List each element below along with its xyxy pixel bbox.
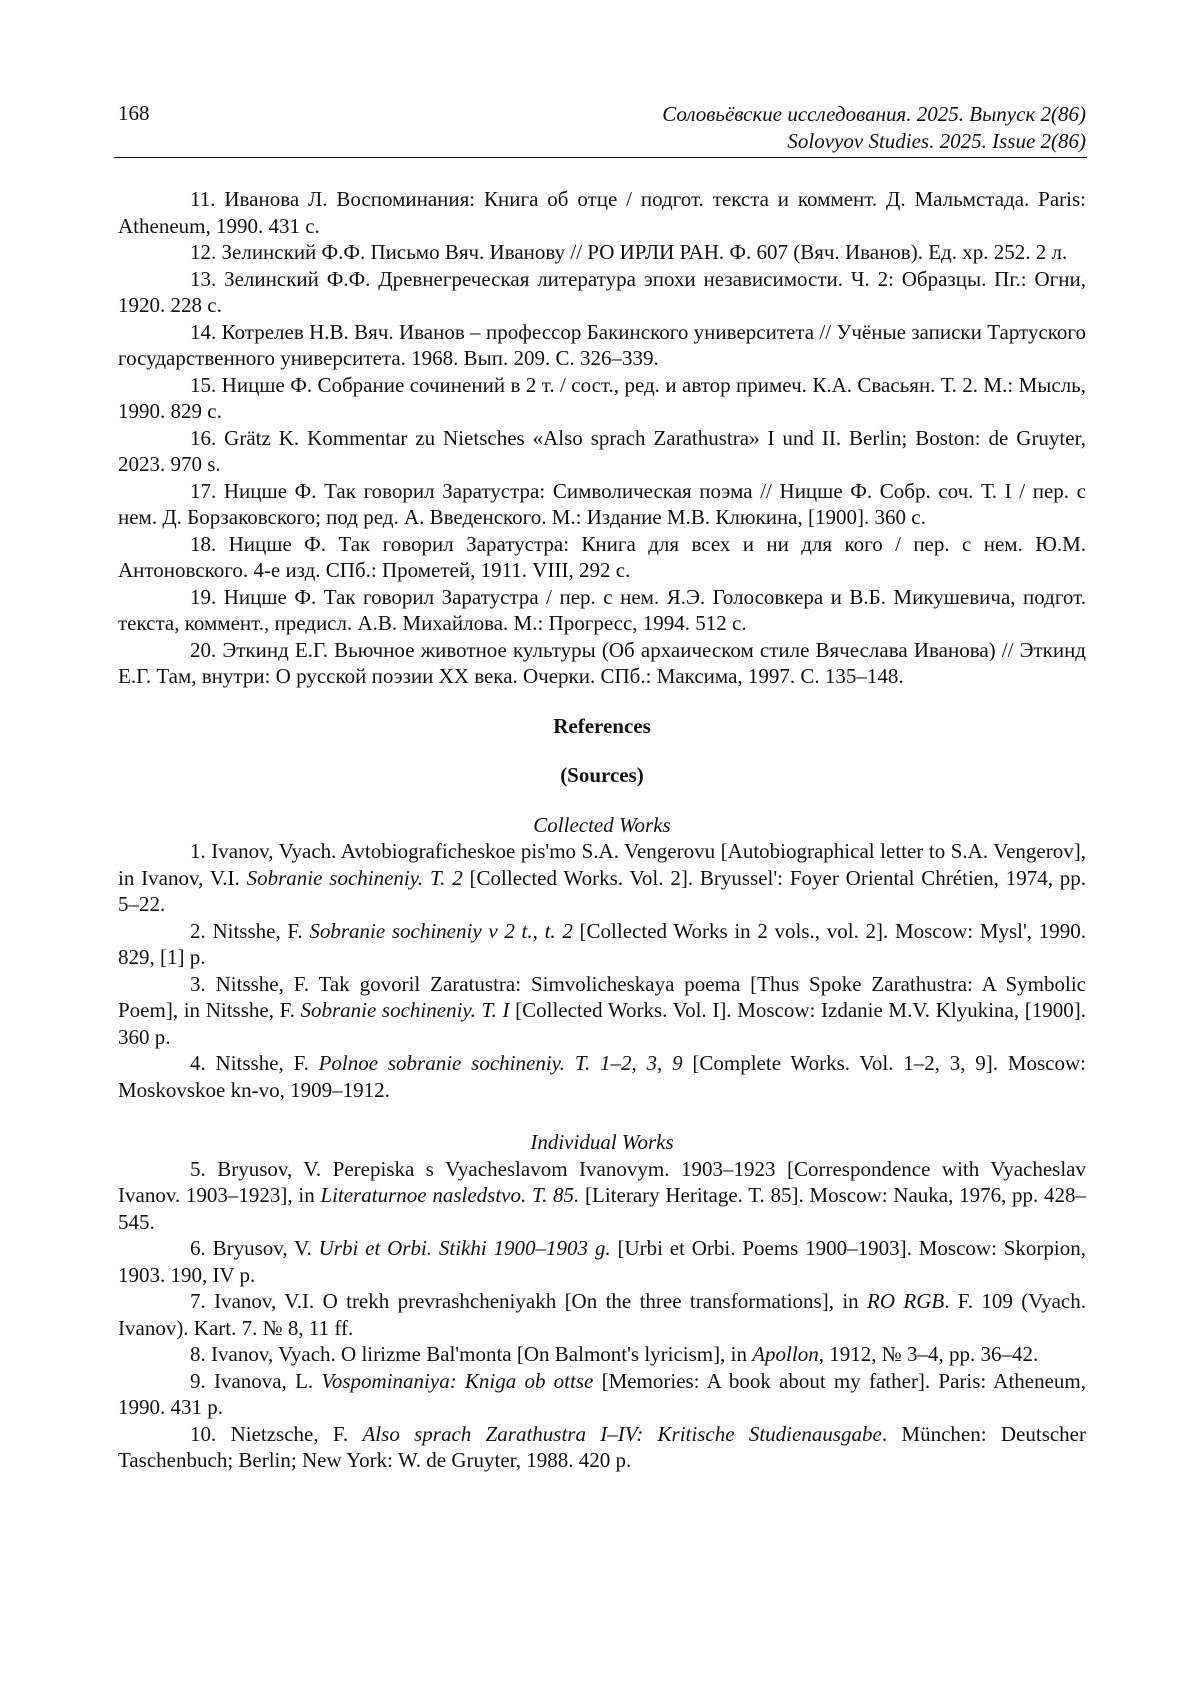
individual-works-list <box>118 1156 1086 1474</box>
bibliography-list <box>118 186 1086 690</box>
bibliography-item: 15. Ницше Ф. Собрание сочинений в 2 т. / сост., ред. и автор примеч. К.А. Свасьян. Т. 2. М.: Мысль, 1990. 829 с. <box>118 372 1086 423</box>
reference-item: 1. Ivanov, Vyach. Avtobiograficheskoe pis'mo S.A. Vengerovu [Autobiographical letter to S.A. Vengerov], in Ivanov, V.I. Sobranie sochineniy. T. 2 [Collected Works. Vol. 2]. Bryussel': Foyer Oriental Chrétien, 1974, pp. 5–22. <box>118 839 1087 916</box>
reference-item: 10. Nietzsche, F. Also sprach Zarathustra I–IV: Kritische Studienausgabe. München: Deutscher Taschenbuch; Berlin; New York: W. de Gruyter, 1988. 420 p. <box>118 1421 1086 1472</box>
individual-works-heading: Individual Works <box>530 1130 674 1154</box>
bibliography-item: 12. Зелинский Ф.Ф. Письмо Вяч. Иванову // РО ИРЛИ РАН. Ф. 607 (Вяч. Иванов). Ед. хр. 252. 2 л. <box>190 240 1068 264</box>
journal-title <box>662 101 1086 155</box>
bibliography-item: 17. Ницше Ф. Так говорил Заратустра: Символическая поэма // Ницше Ф. Собр. соч. Т. I / пер. с нем. Д. Борзаковского; под ред. А. Введенского. М.: Издание М.В. Клюкина, [1900]. 360 с. <box>118 478 1086 529</box>
bibliography-item: 20. Эткинд Е.Г. Вьючное животное культуры (Об архаическом стиле Вячеслава Иванова) // Эткинд Е.Г. Там, внутри: О русской поэзии XX века. Очерки. СПб.: Максима, 1997. С. 135–148. <box>118 637 1086 688</box>
bibliography-item: 11. Иванова Л. Воспоминания: Книга об отце / подгот. текста и коммент. Д. Мальмстада. Paris: Atheneum, 1990. 431 с. <box>118 187 1086 238</box>
reference-item: 7. Ivanov, V.I. O trekh prevrashcheniyakh [On the three transformations], in RO RGB. F. 109 (Vyach. Ivanov). Kart. 7. № 8, 11 ff. <box>118 1289 1086 1340</box>
sources-heading: (Sources) <box>560 763 644 787</box>
reference-item: 2. Nitsshe, F. Sobranie sochineniy v 2 t., t. 2 [Collected Works in 2 vols., vol. 2]. Moscow: Mysl', 1990. 829, [1] p. <box>118 918 1086 969</box>
page-number: 168 <box>118 101 150 125</box>
bibliography-item: 16. Grätz K. Kommentar zu Nietsches «Also sprach Zarathustra» I und II. Berlin; Boston: de Gruyter, 2023. 970 s. <box>118 425 1086 476</box>
journal-title-ru: Соловьёвские исследования. 2025. Выпуск 2(86) <box>662 102 1086 126</box>
reference-item: 5. Bryusov, V. Perepiska s Vyacheslavom Ivanovym. 1903–1923 [Correspondence with Vyacheslav Ivanov. 1903–1923], in Literaturnoe nasledstvo. T. 85. [Literary Heritage. T. 85]. Moscow: Nauka, 1976, pp. 428–545. <box>118 1156 1087 1234</box>
running-header <box>118 101 1086 157</box>
header-rule <box>114 157 1087 158</box>
bibliography-item: 19. Ницше Ф. Так говорил Заратустра / пер. с нем. Я.Э. Голосовкера и В.Б. Микушевича, подгот. текста, коммент., предисл. А.В. Михайлова. М.: Прогресс, 1994. 512 с. <box>118 584 1086 635</box>
reference-item: 9. Ivanova, L. Vospominaniya: Kniga ob ottse [Memories: A book about my father]. Paris: Atheneum, 1990. 431 p. <box>118 1368 1087 1419</box>
bibliography-item: 13. Зелинский Ф.Ф. Древнегреческая литература эпохи независимости. Ч. 2: Образцы. Пг.: Огни, 1920. 228 с. <box>118 266 1086 317</box>
reference-item: 4. Nitsshe, F. Polnoe sobranie sochineniy. T. 1–2, 3, 9 [Complete Works. Vol. 1–2, 3, 9]. Moscow: Moskovskoe kn-vo, 1909–1912. <box>118 1051 1086 1102</box>
page-content <box>118 186 1086 1474</box>
journal-title-en: Solovyov Studies. 2025. Issue 2(86) <box>787 129 1086 153</box>
references-heading: References <box>553 713 651 738</box>
collected-works-list <box>118 838 1086 1103</box>
reference-item: 6. Bryusov, V. Urbi et Orbi. Stikhi 1900–1903 g. [Urbi et Orbi. Poems 1900–1903]. Moscow: Skorpion, 1903. 190, IV p. <box>118 1236 1087 1287</box>
reference-item: 3. Nitsshe, F. Tak govoril Zaratustra: Simvolicheskaya poema [Thus Spoke Zarathustra: A Symbolic Poem], in Nitsshe, F. Sobranie sochineniy. T. I [Collected Works. Vol. I]. Moscow: Izdanie M.V. Klyukina, [1900]. 360 p. <box>118 971 1086 1049</box>
bibliography-item: 18. Ницше Ф. Так говорил Заратустра: Книга для всех и ни для кого / пер. с нем. Ю.М. Антоновского. 4-е изд. СПб.: Прометей, 1911. VIII, 292 с. <box>118 531 1086 582</box>
bibliography-item: 14. Котрелев Н.В. Вяч. Иванов – профессор Бакинского университета // Учёные записки Тартуского государственного университета. 1968. Вып. 209. С. 326–339. <box>118 319 1086 370</box>
collected-works-heading: Collected Works <box>533 812 671 837</box>
reference-item: 8. Ivanov, Vyach. O lirizme Bal'monta [On Balmont's lyricism], in Apollon, 1912, № 3–4, pp. 36–42. <box>190 1342 1039 1366</box>
